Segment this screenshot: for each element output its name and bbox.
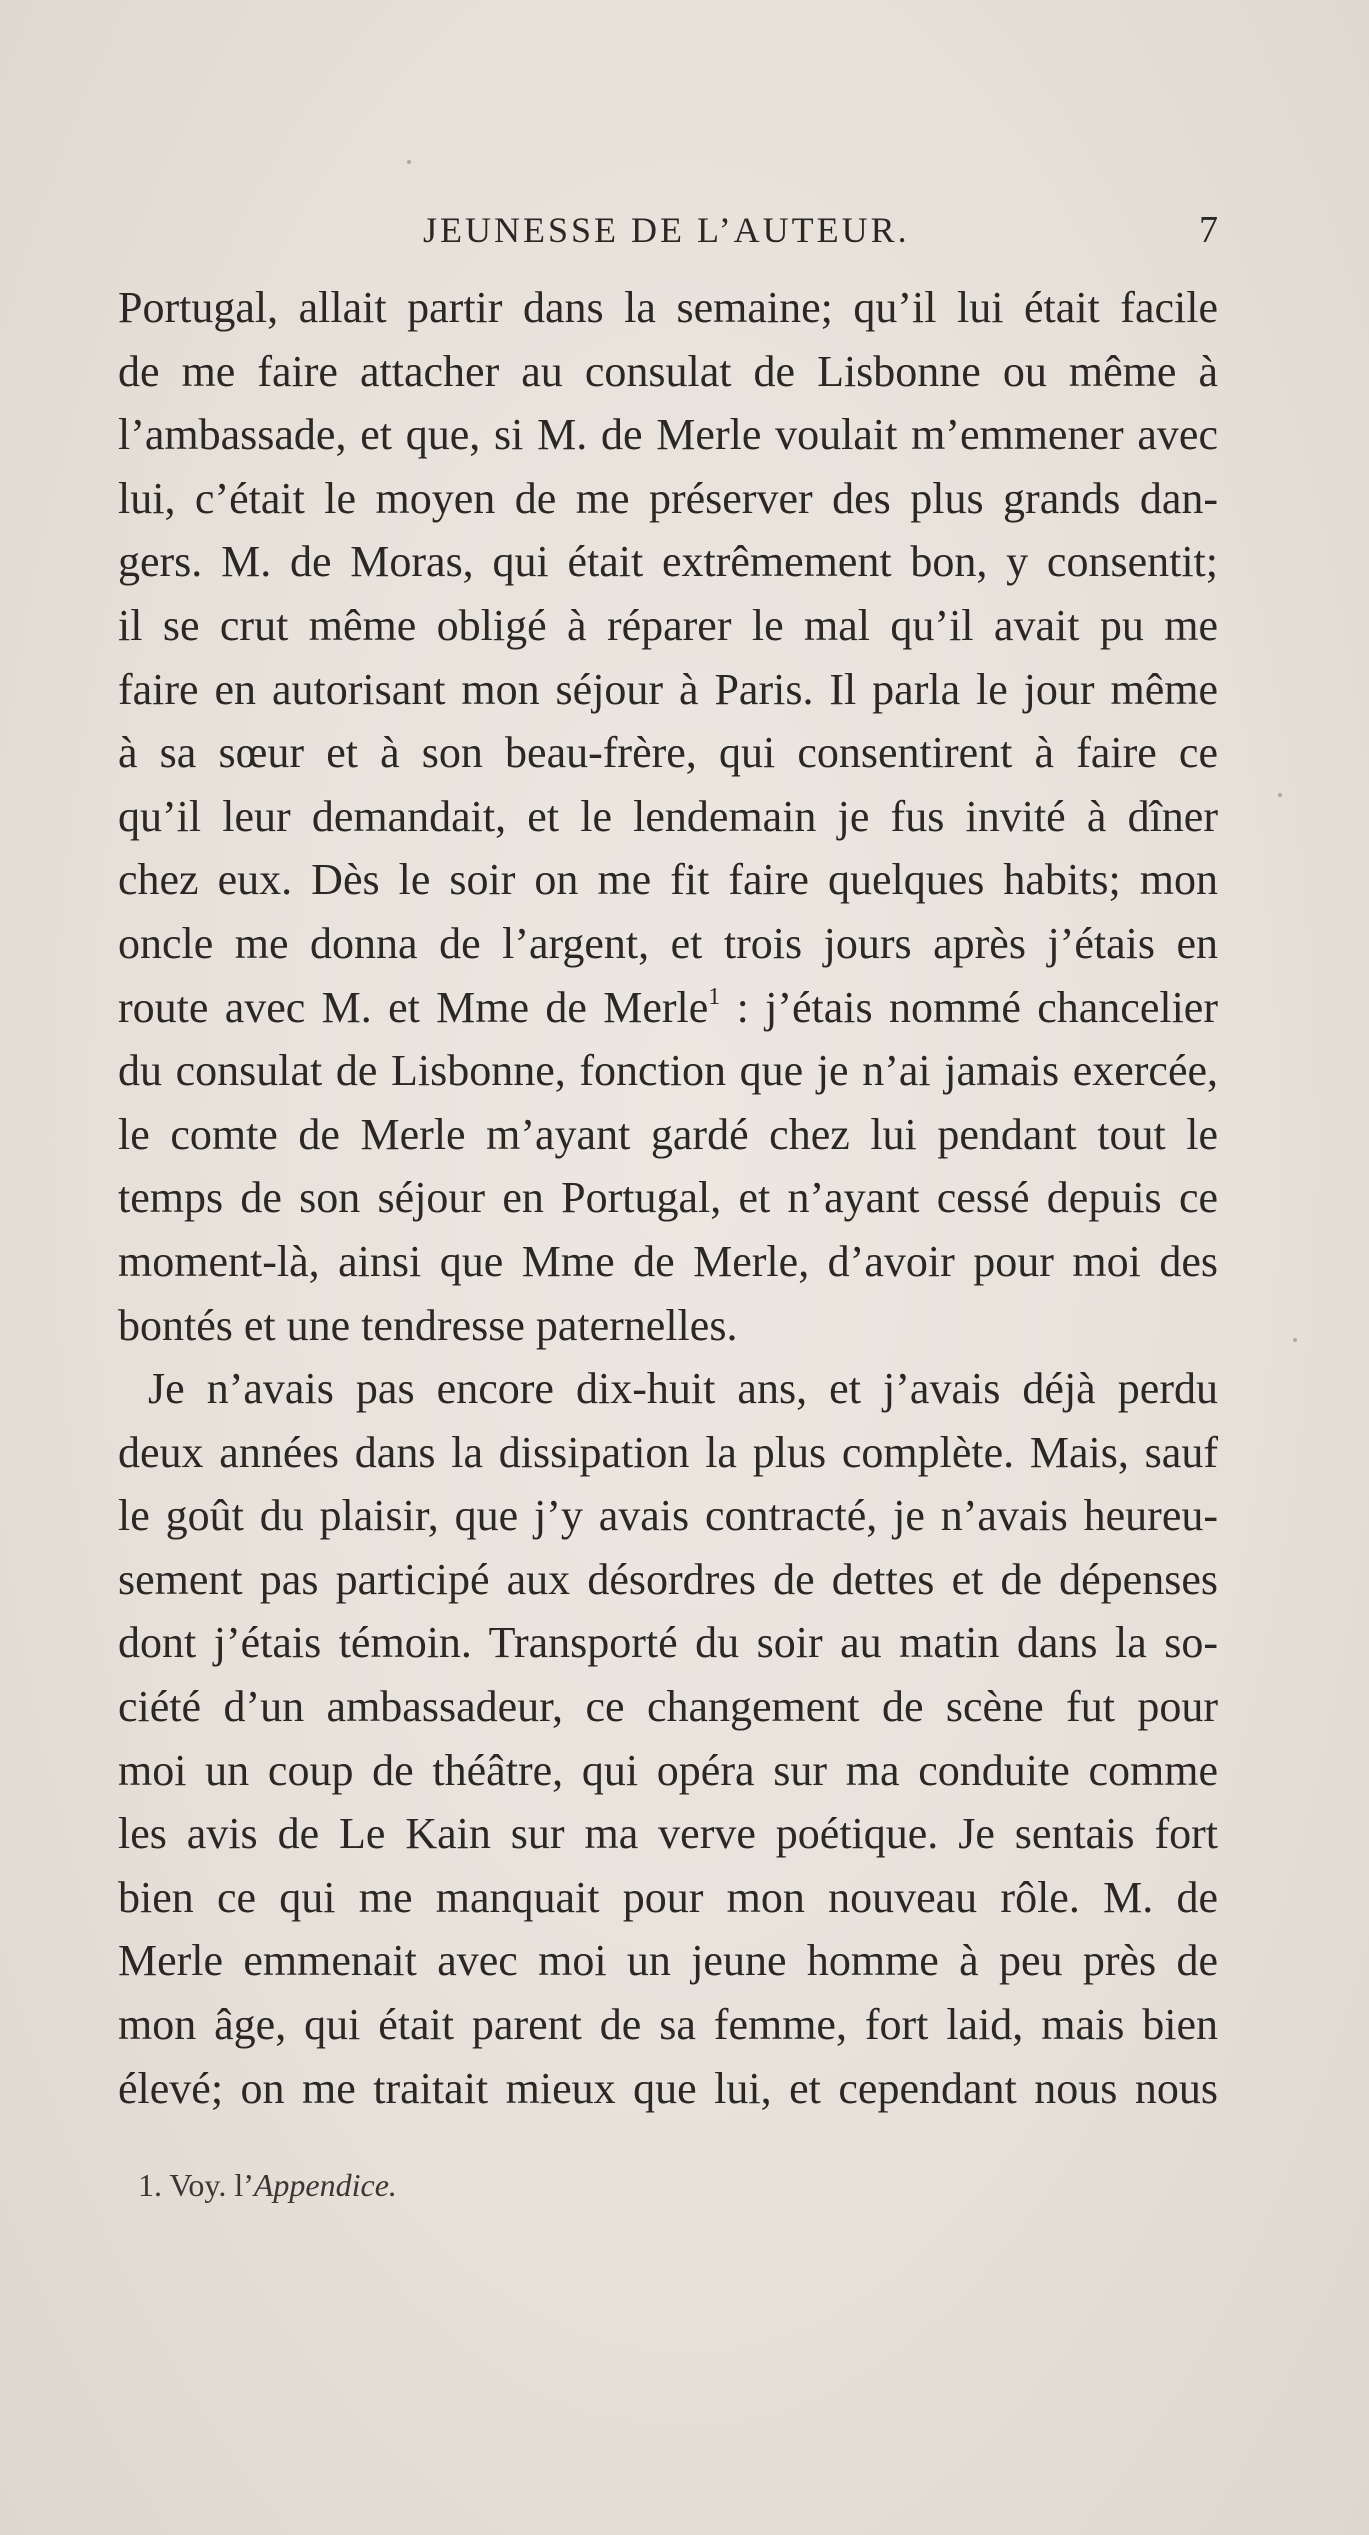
text-line: temps de son séjour en Portugal, et n’ayant cessé depuis ce: [118, 1173, 1218, 1223]
page-number: 7: [1199, 209, 1218, 251]
text-line: moi un coup de théâtre, qui opéra sur ma conduite comme: [118, 1745, 1218, 1795]
page-header: [118, 205, 1218, 255]
text-line: Merle emmenait avec moi un jeune homme à peu près de: [118, 1936, 1218, 1986]
paper-speck: [1278, 793, 1282, 797]
text-line: ciété d’un ambassadeur, ce changement de scène fut pour: [118, 1682, 1218, 1732]
text-line: élevé; on me traitait mieux que lui, et cependant nous nous: [118, 2063, 1218, 2113]
text-line: gers. M. de Moras, qui était extrêmement bon, y consentit;: [118, 537, 1218, 587]
text-line: lui, c’était le moyen de me préserver des plus grands dan-: [118, 473, 1218, 523]
text-line: le comte de Merle m’ayant gardé chez lui pendant tout le: [118, 1109, 1218, 1159]
running-title: JEUNESSE DE L’AUTEUR.: [423, 210, 910, 250]
text-line: il se crut même obligé à réparer le mal qu’il avait pu me: [118, 600, 1218, 650]
footnote: [138, 2160, 397, 2210]
text-line: qu’il leur demandait, et le lendemain je fus invité à dîner: [118, 791, 1218, 841]
text-line: Portugal, allait partir dans la semaine; qu’il lui était facile: [118, 283, 1218, 332]
paper-speck: [407, 160, 411, 164]
text-line: le goût du plaisir, que j’y avais contracté, je n’avais heureu-: [118, 1491, 1218, 1541]
body-text: [118, 276, 1218, 2120]
footnote-mark: 1: [708, 983, 721, 1010]
text-line: moment-là, ainsi que Mme de Merle, d’avoir pour moi des: [118, 1236, 1218, 1286]
text-line-with-footnote-mark: [118, 976, 1218, 1040]
text-line: dont j’étais témoin. Transporté du soir au matin dans la so-: [118, 1618, 1218, 1668]
paragraph-start-line: Je n’avais pas encore dix-huit ans, et j’avais déjà perdu: [148, 1364, 1218, 1414]
text-line: de me faire attacher au consulat de Lisbonne ou même à: [118, 346, 1218, 396]
text-line: bien ce qui me manquait pour mon nouveau rôle. M. de: [118, 1872, 1218, 1922]
footnote-prefix: Voy. l’: [169, 2167, 254, 2203]
text-line: à sa sœur et à son beau-frère, qui consentirent à faire ce: [118, 728, 1218, 778]
text-fragment: route avec M. et Mme de Merle: [118, 982, 709, 1032]
text-line: du consulat de Lisbonne, fonction que je n’ai jamais exercée,: [118, 1046, 1218, 1096]
paper-speck: [1293, 1338, 1297, 1342]
footnote-reference: Appendice.: [253, 2167, 397, 2203]
text-line: mon âge, qui était parent de sa femme, fort laid, mais bien: [118, 2000, 1218, 2050]
text-line: sement pas participé aux désordres de dettes et de dépenses: [118, 1554, 1218, 1604]
text-line: chez eux. Dès le soir on me fit faire quelques habits; mon: [118, 855, 1218, 905]
text-line: faire en autorisant mon séjour à Paris. Il parla le jour même: [118, 664, 1218, 714]
text-line: l’ambassade, et que, si M. de Merle voulait m’emmener avec: [118, 410, 1218, 460]
text-line: oncle me donna de l’argent, et trois jours après j’étais en: [118, 918, 1218, 968]
text-line: deux années dans la dissipation la plus complète. Mais, sauf: [118, 1427, 1218, 1477]
paragraph-end-line: bontés et une tendresse paternelles.: [118, 1300, 738, 1350]
footnote-number: 1.: [138, 2167, 162, 2203]
text-line: les avis de Le Kain sur ma verve poétique. Je sentais fort: [118, 1809, 1218, 1859]
text-fragment: : j’étais nommé chancelier: [720, 982, 1218, 1032]
